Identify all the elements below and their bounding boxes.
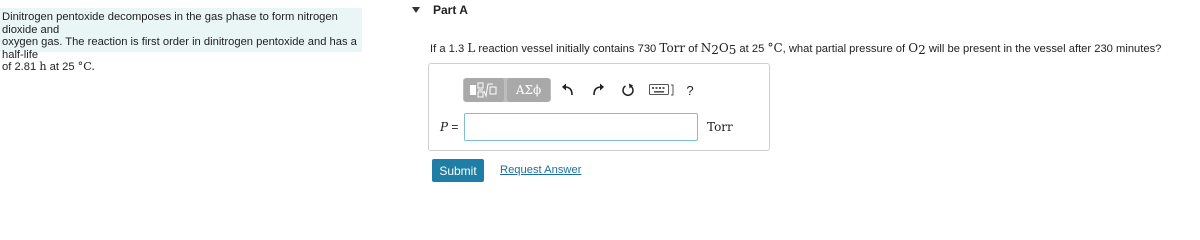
- part-a-header[interactable]: [412, 3, 468, 17]
- collapse-triangle-icon[interactable]: [412, 7, 420, 13]
- part-title: Part A: [433, 3, 468, 17]
- intro-line-3: of 2.81 h at 25 °C.: [2, 60, 95, 73]
- answer-variable: P =: [440, 120, 459, 134]
- problem-intro: [0, 8, 362, 73]
- question-text: If a 1.3 L reaction vessel initially contains 730 Torr of $N_2O_5$ at 25 °C, what partial pressure of $O_2$ will be present in the vessel after 230 minutes?: [430, 41, 1162, 57]
- keyboard-button[interactable]: [647, 78, 677, 102]
- help-button[interactable]: ?: [686, 82, 694, 98]
- request-answer-link[interactable]: Request Answer: [500, 164, 582, 176]
- redo-button[interactable]: [587, 78, 609, 102]
- redo-icon: [591, 83, 605, 97]
- fraction-sqrt-template-icon: [469, 82, 499, 98]
- submit-button[interactable]: Submit: [432, 159, 484, 182]
- undo-button[interactable]: [557, 78, 579, 102]
- reset-button[interactable]: [617, 78, 639, 102]
- templates-button[interactable]: [464, 78, 504, 102]
- undo-icon: [561, 83, 575, 97]
- answer-unit: Torr: [707, 120, 733, 134]
- greek-symbols-button[interactable]: ΑΣϕ: [507, 78, 550, 102]
- intro-line-1: Dinitrogen pentoxide decomposes in the gas phase to form nitrogen dioxide and: [2, 11, 338, 36]
- keyboard-icon: [649, 84, 675, 96]
- intro-line-2: oxygen gas. The reaction is first order in dinitrogen pentoxide and has a half-life: [2, 36, 357, 61]
- answer-input[interactable]: [464, 113, 698, 141]
- reset-icon: [621, 83, 635, 97]
